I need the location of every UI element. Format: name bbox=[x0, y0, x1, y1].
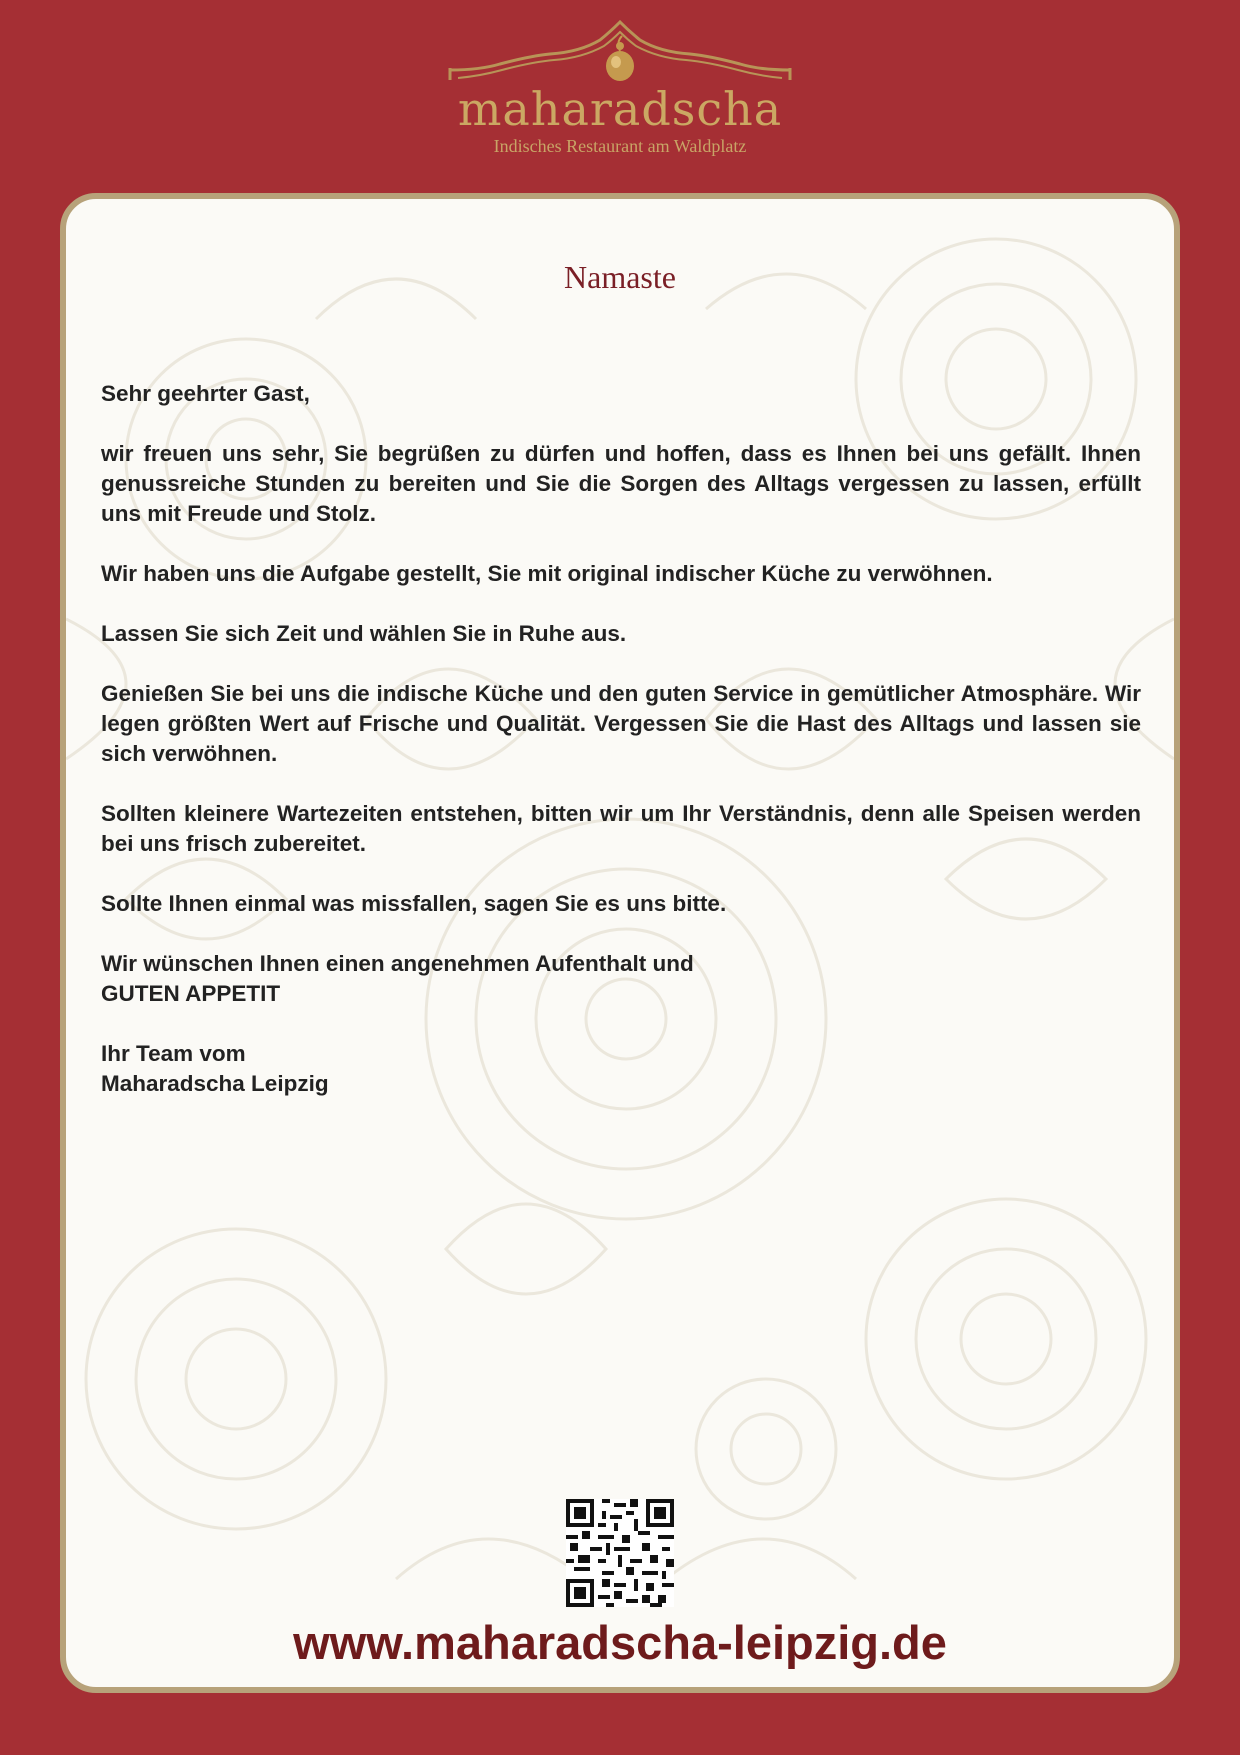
signature bbox=[101, 1039, 1141, 1099]
signature-line-1: Ihr Team vom bbox=[101, 1041, 246, 1066]
card-title: Namaste bbox=[564, 259, 676, 295]
menu-card bbox=[60, 193, 1180, 1693]
salutation: Sehr geehrter Gast, bbox=[101, 381, 310, 406]
logo-subtitle: Indisches Restaurant am Waldplatz bbox=[493, 136, 747, 156]
signature-line-2: Maharadscha Leipzig bbox=[101, 1071, 329, 1096]
letter-paragraph-4: Genießen Sie bei uns die indische Küche und den guten Service in gemütlicher Atmosphäre. Wir legen größten Wert auf Frische und Qualität. Vergessen Sie die Hast des Alltags und lassen sie sich verwöhnen. bbox=[101, 681, 1141, 766]
qr-code-icon[interactable] bbox=[566, 1499, 674, 1612]
website-link[interactable]: www.maharadscha-leipzig.de bbox=[293, 1616, 947, 1669]
letter-paragraph-2: Wir haben uns die Aufgabe gestellt, Sie mit original indischer Küche zu verwöhnen. bbox=[101, 561, 993, 586]
letter-paragraph-5: Sollten kleinere Wartezeiten entstehen, bitten wir um Ihr Verständnis, denn alle Speisen werden bei uns frisch zubereitet. bbox=[101, 801, 1141, 856]
logo-wordmark: maharadscha bbox=[457, 82, 783, 136]
closing-wish bbox=[101, 949, 1141, 1009]
closing-wish-line-1: Wir wünschen Ihnen einen angenehmen Aufenthalt und bbox=[101, 951, 694, 976]
letter-paragraph-1: wir freuen uns sehr, Sie begrüßen zu dürfen und hoffen, dass es Ihnen bei uns gefällt. Ihnen genussreiche Stunden zu bereiten und Sie die Sorgen des Alltags vergessen zu lassen, erfüllt uns mit Freude und Stolz. bbox=[101, 441, 1141, 526]
restaurant-logo bbox=[440, 18, 800, 168]
letter-paragraph-6: Sollte Ihnen einmal was missfallen, sagen Sie es uns bitte. bbox=[101, 891, 727, 916]
letter-paragraph-3: Lassen Sie sich Zeit und wählen Sie in Ruhe aus. bbox=[101, 621, 627, 646]
closing-wish-line-2: GUTEN APPETIT bbox=[101, 981, 281, 1006]
welcome-letter bbox=[101, 379, 1141, 1129]
